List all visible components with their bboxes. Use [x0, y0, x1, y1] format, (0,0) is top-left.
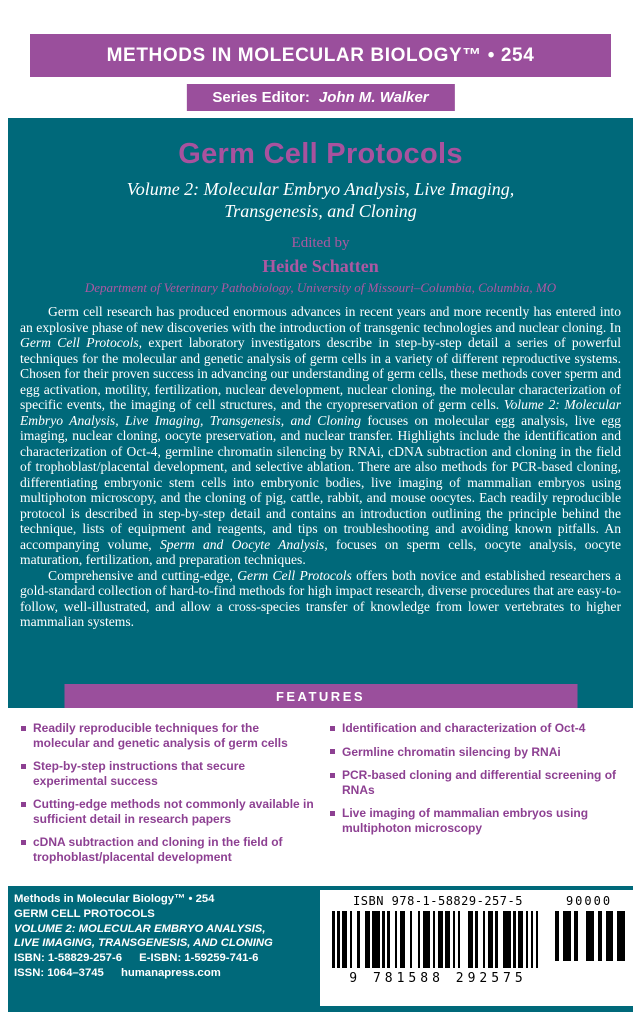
feature-item	[21, 759, 314, 788]
barcode-main-bars	[332, 911, 538, 968]
feature-text: Identification and characterization of Oct-4	[342, 721, 586, 735]
feature-item	[21, 797, 314, 826]
feature-item	[330, 768, 623, 797]
footer-issn: ISSN: 1064–3745	[14, 966, 104, 979]
square-bullet-icon	[330, 773, 335, 778]
book-title: Germ Cell Protocols	[178, 138, 463, 170]
barcode-bar	[372, 911, 380, 968]
edited-by-label: Edited by	[291, 235, 350, 251]
barcode-addon-bars	[555, 911, 625, 961]
description-paragraph-1: Germ cell research has produced enormous advances in recent years and more recently has entered into an explosive phase of new discoveries with the introduction of transgenic technologies and nuclear cloning. In Germ Cell Protocols, expert laboratory investigators describe in step-by-step detail a series of powerful techniques for the molecular and genetic analysis of germ cells in a variety of different reproductive systems. Chosen for their proven success in advancing our understanding of germ cells, these methods cover sperm and egg activation, motility, fertilization, nuclear development, nuclear cloning, the molecular characterization of specific events, the imaging of cell structures, and the cryopreservation of germ cells. Volume 2: Molecular Embryo Analysis, Live Imaging, Transgenesis, and Cloning focuses on molecular egg analysis, live egg imaging, nuclear cloning, oocyte preservation, and nuclear transfer. Highlights include the identification and characterization of Oct-4, germline chromatin silencing by RNAi, cDNA subtraction and cloning in the field of trophoblast/placental development, and selective ablation. There are also methods for PCR-based cloning, differentiating embryonic stem cells into embryonic bodies, live imaging of mammalian embryos using multiphoton microscopy, and the cloning of pig, cattle, rabbit, and mouse oocytes. Each readily reproducible protocol is described in step-by-step detail and contains an introduction outlining the principle behind the technique, lists of equipment and reagents, and tips on troubleshooting and avoiding known pitfalls. An accompanying volume, Sperm and Oocyte Analysis, focuses on sperm cells, oocyte analysis, oocyte maturation, fertilization, and preparation techniques.	[20, 304, 621, 567]
feature-item	[330, 745, 623, 760]
series-editor-name: John M. Walker	[318, 89, 429, 106]
description-paragraph-2: Comprehensive and cutting-edge, Germ Cell Protocols offers both novice and established researchers a gold-standard collection of hard-to-find methods for high impact research, diverse procedures that are easy-to-follow, well-illustrated, and allow a cross-species transfer of knowledge from lower vertebrates to higher mammalian systems.	[20, 567, 621, 629]
cover-footer	[8, 886, 633, 1012]
feature-item	[330, 721, 623, 736]
series-editor-label: Series Editor:	[212, 89, 310, 106]
barcode-bars-row	[320, 908, 633, 968]
feature-text: cDNA subtraction and cloning in the field of trophoblast/placental development	[33, 835, 283, 864]
barcode-bar	[606, 911, 614, 961]
features-section	[8, 708, 633, 886]
feature-text: Readily reproducible techniques for the molecular and genetic analysis of germ cells	[33, 721, 288, 750]
feature-text: Cutting-edge methods not commonly available in sufficient detail in research papers	[33, 797, 314, 826]
barcode-header	[320, 890, 633, 908]
footer-subtitle-line-1: VOLUME 2: MOLECULAR EMBRYO ANALYSIS,	[14, 922, 266, 935]
subtitle-line-2: Transgenesis, and Cloning	[224, 201, 417, 221]
barcode-bar	[503, 911, 511, 968]
book-subtitle	[8, 178, 633, 222]
barcode-bar	[563, 911, 571, 961]
series-title-text: METHODS IN MOLECULAR BIOLOGY™ • 254	[106, 44, 535, 66]
feature-text: Live imaging of mammalian embryos using multiphoton microscopy	[342, 806, 589, 835]
editor-affiliation: Department of Veterinary Pathobiology, University of Missouri–Columbia, Columbia, MO	[84, 280, 557, 295]
barcode-bar	[586, 911, 594, 961]
feature-text: PCR-based cloning and differential screening of RNAs	[342, 768, 617, 797]
barcode-isbn-text: ISBN 978-1-58829-257-5	[353, 894, 523, 908]
square-bullet-icon	[21, 802, 26, 807]
description	[20, 304, 621, 630]
feature-item	[21, 721, 314, 750]
features-left-column	[21, 721, 314, 886]
barcode-bar	[423, 911, 431, 968]
footer-text-block	[14, 892, 273, 981]
square-bullet-icon	[21, 840, 26, 845]
footer-series-line: Methods in Molecular Biology™ • 254	[14, 893, 215, 905]
editor-name: Heide Schatten	[262, 256, 379, 276]
barcode-addon-code: 90000	[565, 894, 613, 908]
barcode-space	[460, 911, 468, 968]
series-editor-band	[186, 84, 454, 111]
footer-subtitle-line-2: LIVE IMAGING, TRANSGENESIS, AND CLONING	[14, 937, 273, 950]
barcode-bar	[617, 911, 625, 961]
barcode-ean-number: 9 781588 292575	[349, 971, 527, 986]
features-right-column	[330, 721, 623, 886]
footer-issn-line	[14, 966, 273, 981]
square-bullet-icon	[21, 764, 26, 769]
features-heading: FEATURES	[64, 684, 577, 708]
square-bullet-icon	[330, 726, 335, 731]
subtitle-line-1: Volume 2: Molecular Embryo Analysis, Live Imaging,	[126, 179, 515, 199]
footer-isbn-line	[14, 951, 273, 966]
footer-eisbn: E-ISBN: 1-59259-741-6	[139, 952, 259, 965]
feature-text: Step-by-step instructions that secure experimental success	[33, 759, 246, 788]
feature-item	[330, 806, 623, 835]
cover-main-panel	[8, 118, 633, 708]
footer-website: humanapress.com	[120, 966, 221, 979]
footer-book-title: GERM CELL PROTOCOLS	[14, 907, 155, 920]
feature-item	[21, 835, 314, 864]
barcode-bar	[536, 911, 539, 968]
square-bullet-icon	[330, 749, 335, 754]
square-bullet-icon	[330, 811, 335, 816]
square-bullet-icon	[21, 726, 26, 731]
series-title-band	[30, 34, 611, 77]
barcode-panel	[320, 890, 633, 1006]
barcode-space	[578, 911, 586, 961]
feature-text: Germline chromatin silencing by RNAi	[342, 744, 561, 759]
footer-isbn: ISBN: 1-58829-257-6	[14, 952, 123, 965]
